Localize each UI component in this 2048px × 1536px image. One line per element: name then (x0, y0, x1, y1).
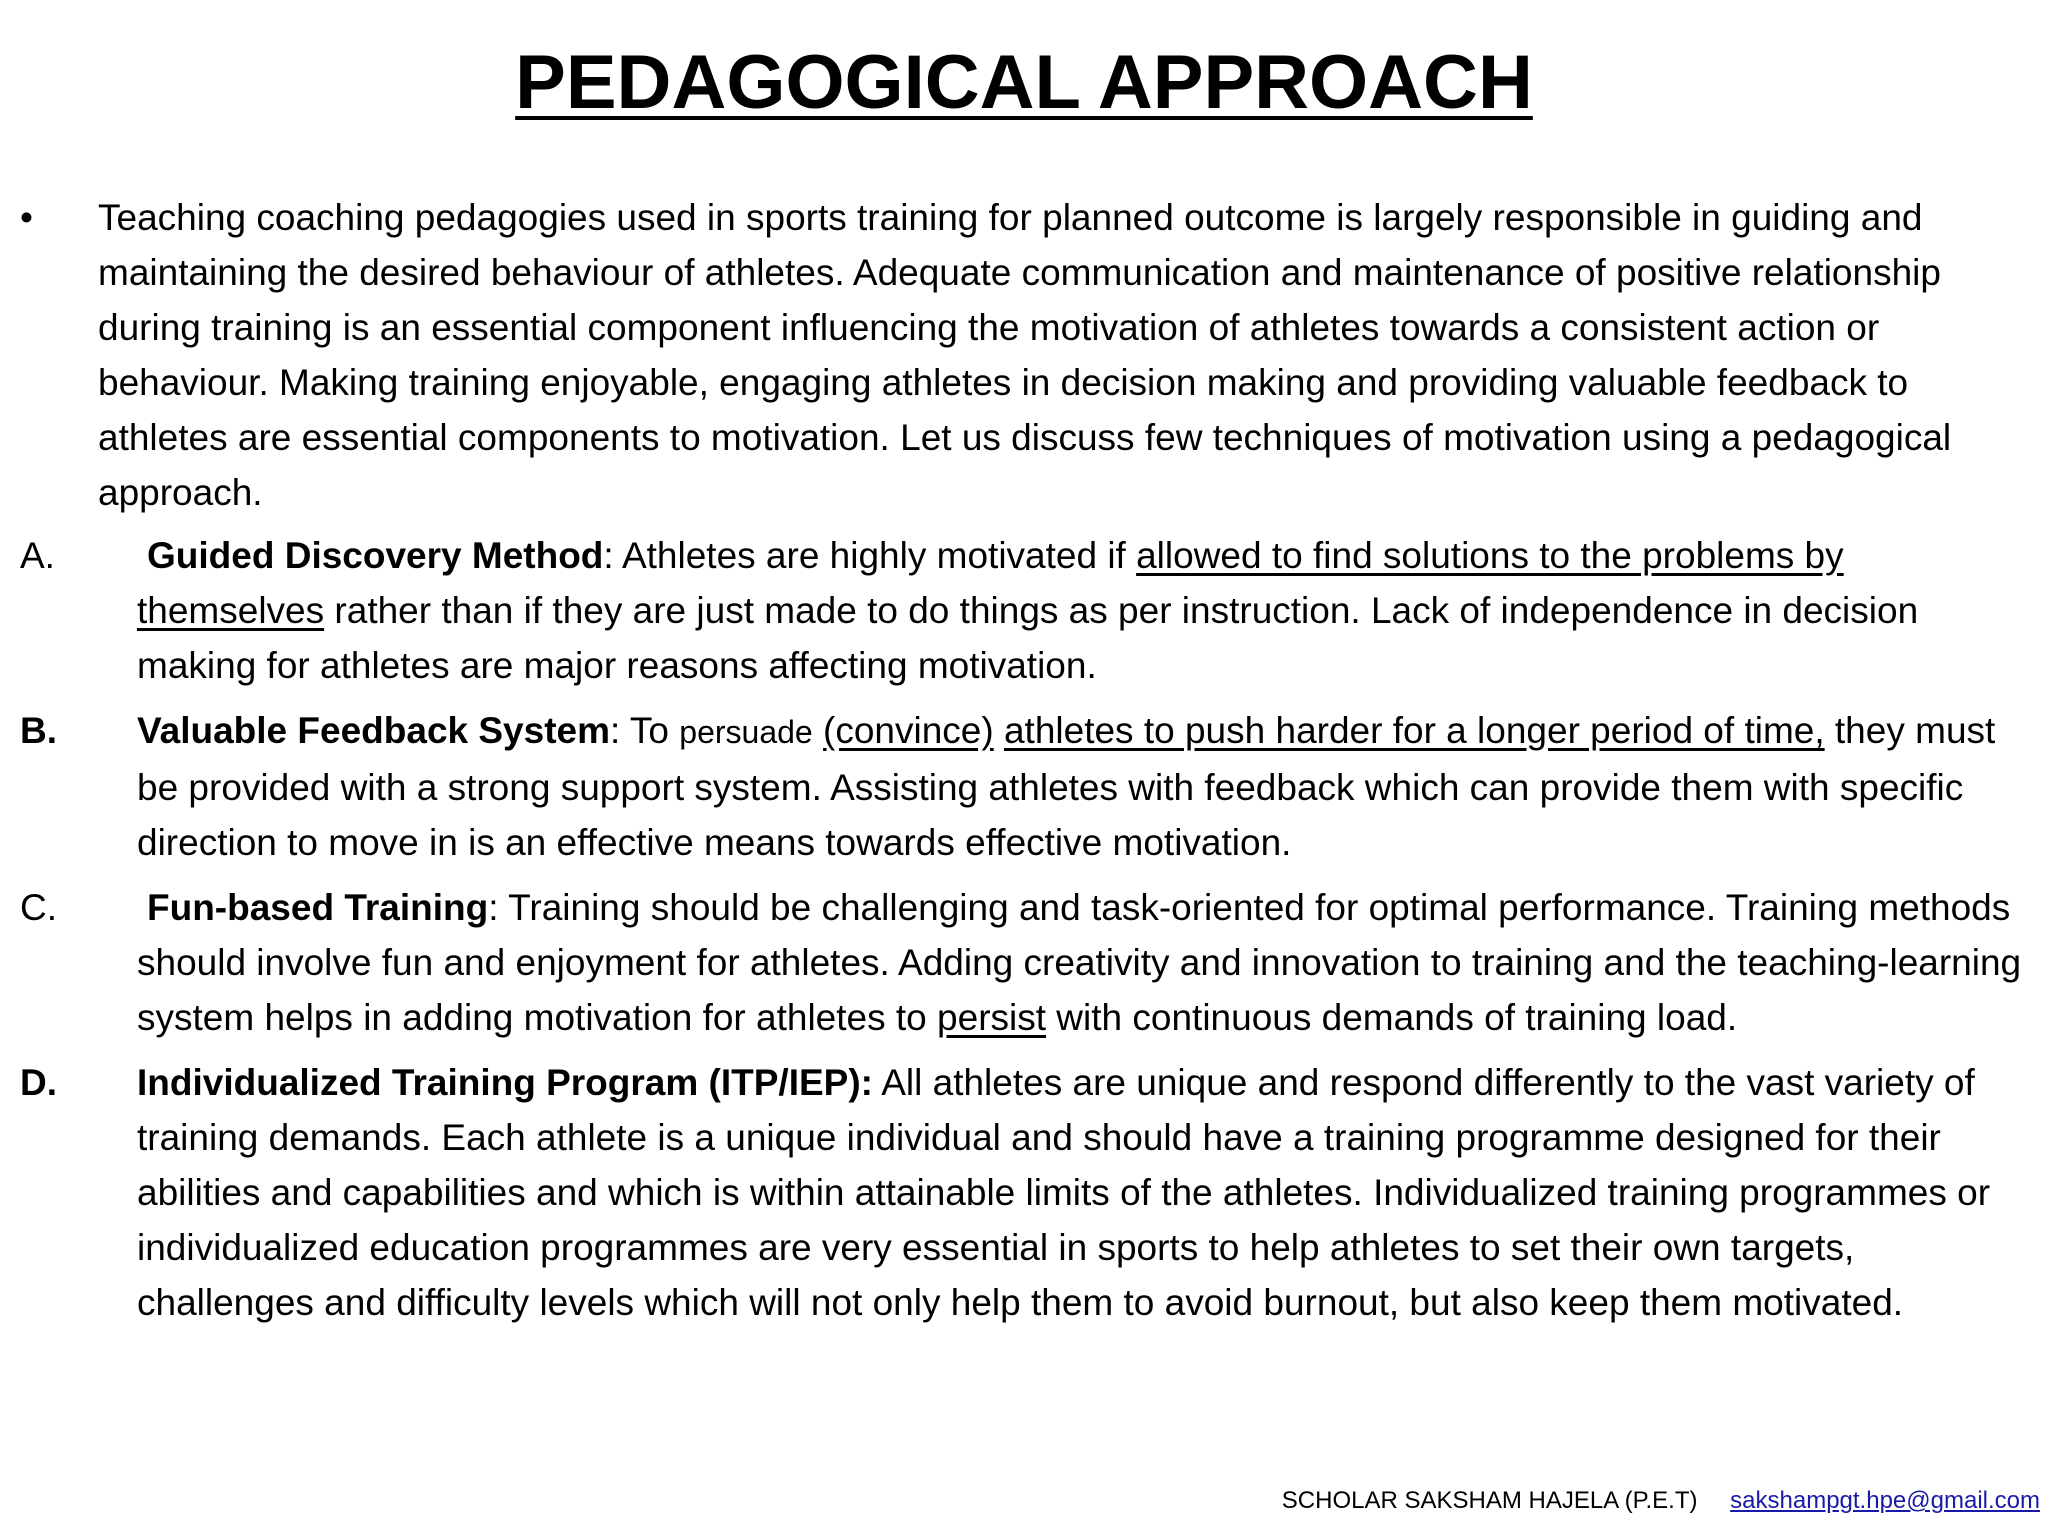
footer-email-link[interactable]: sakshampgt.hpe@gmail.com (1730, 1487, 2040, 1514)
item-d-text-1: All athletes are unique and respond differently to the vast variety of training demands. Each athlete is a unique individual and should have a training programme designed for their abilities and capabilities and which is within attainable limits of the athletes. Individualized training programmes or individualized education programmes are very essential in sports to help athletes to set their own targets, challenges and difficulty levels which will not only help them to avoid burnout, but also keep them motivated. (137, 1062, 1991, 1323)
item-b-underlined-2: athletes to push harder for a longer period of time, (1003, 710, 1825, 751)
item-b-text-2: they must be provided with a strong support system. Assisting athletes with feedback which can provide them with specific direction to move in is an effective means towards effective motivation. (137, 710, 1996, 863)
list-item-b (20, 703, 2028, 870)
item-a-underlined: allowed to find solutions to the problems by themselves (137, 535, 1844, 631)
bullet-marker: • (20, 197, 33, 238)
item-c-heading: Fun-based Training (147, 887, 489, 928)
page-title (0, 38, 2048, 128)
item-a-marker: A. (20, 535, 55, 576)
item-b-text-1: To (629, 710, 680, 751)
item-c-text-2: with continuous demands of training load. (1046, 997, 1738, 1038)
list-item-d (20, 1055, 2028, 1330)
list-item-c (20, 880, 2028, 1045)
footer-author: SCHOLAR SAKSHAM HAJELA (P.E.T) (1281, 1487, 1698, 1514)
item-c-text-1: Training should be challenging and task-oriented for optimal performance. Training methods should involve fun and enjoyment for athletes. Adding creativity and innovation to training and the teaching-learning system helps in adding motivation for athletes to (137, 887, 2022, 1038)
item-c-underlined: persist (937, 997, 1047, 1038)
item-a-heading: Guided Discovery Method (147, 535, 604, 576)
intro-text: Teaching coaching pedagogies used in sports training for planned outcome is largely responsible in guiding and maintaining the desired behaviour of athletes. Adequate communication and maintenance of positive relationship during training is an essential component influencing the motivation of athletes towards a consistent action or behaviour. Making training enjoyable, engaging athletes in decision making and providing valuable feedback to athletes are essential components to motivation. Let us discuss few techniques of motivation using a pedagogical approach. (98, 197, 1952, 513)
intro-paragraph (20, 190, 2028, 520)
item-b-small-word: persuade (679, 714, 813, 750)
item-a-separator: : (603, 535, 622, 576)
item-b-underlined-1: (convince) (823, 710, 994, 751)
content-body (20, 190, 2028, 1340)
item-b-heading: Valuable Feedback System (137, 710, 611, 751)
item-d-marker: D. (20, 1062, 57, 1103)
item-b-marker: B. (20, 710, 57, 751)
item-a-text-2: rather than if they are just made to do things as per instruction. Lack of independence in decision making for athletes are major reasons affecting motivation. (137, 590, 1919, 686)
page-title-text: PEDAGOGICAL APPROACH (515, 40, 1533, 125)
item-d-heading: Individualized Training Program (ITP/IEP): (137, 1062, 873, 1103)
item-c-separator: : (488, 887, 509, 928)
footer (1282, 1486, 2040, 1516)
item-a-text-1: Athletes are highly motivated if (621, 535, 1137, 576)
item-b-separator: : (610, 710, 630, 751)
item-c-marker: C. (20, 887, 57, 928)
list-item-a (20, 528, 2028, 693)
